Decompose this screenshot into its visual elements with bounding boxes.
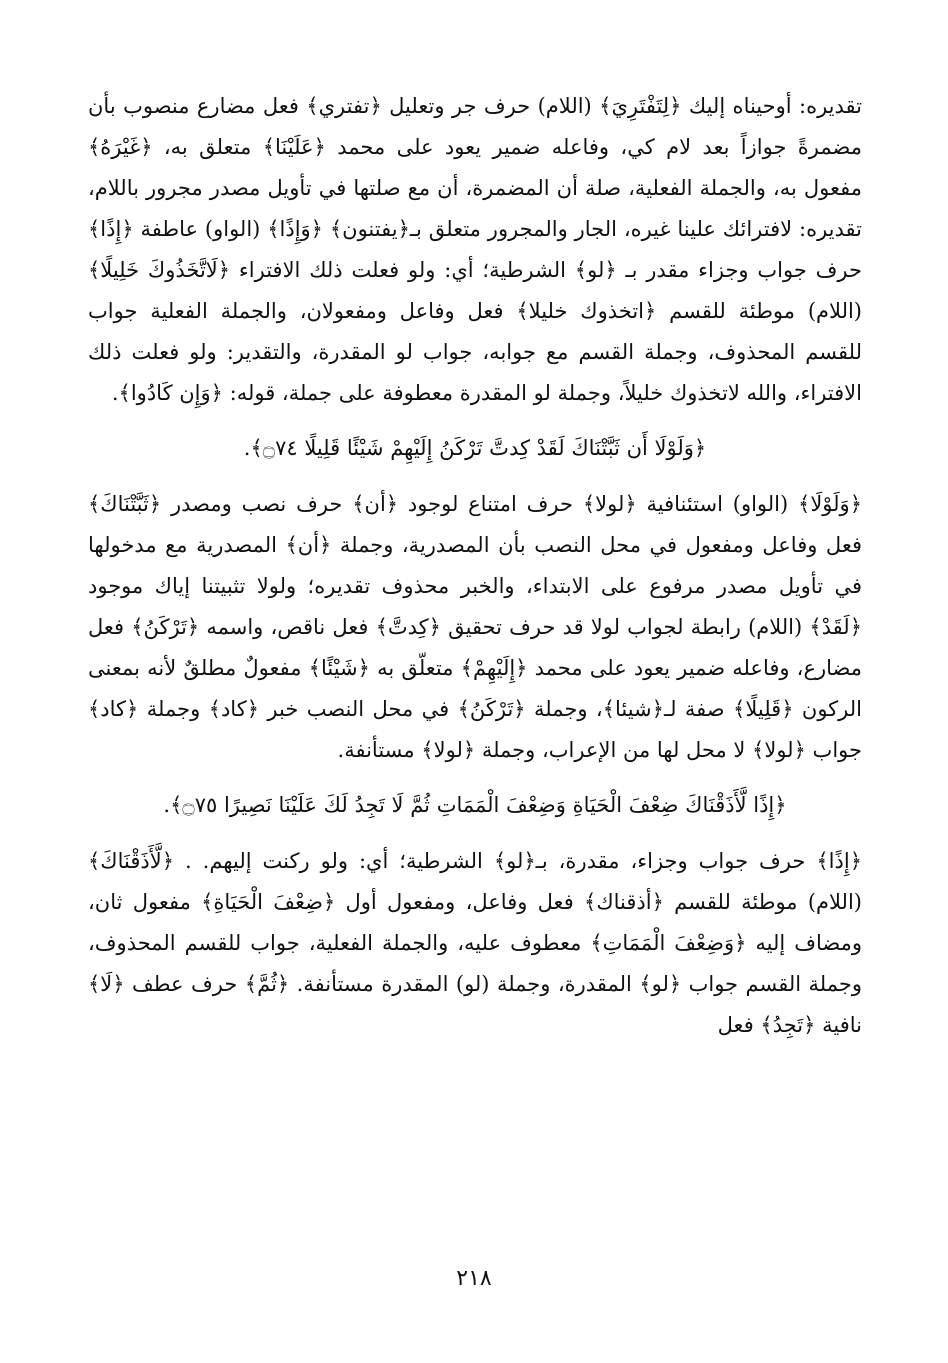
paragraph-grammar-1: تقديره: أوحيناه إليك ﴿لِتَفْتَرِيَ﴾ (اللام) حرف جر وتعليل ﴿تفتري﴾ فعل مضارع منصوب بأن مضمرةً جوازاً بعد لام كي، وفاعله ضمير يعود على محمد ﴿عَلَيْنَا﴾ متعلق به، ﴿غَيْرَهُ﴾ مفعول به، والجملة الفعلية، صلة أن المضمرة، أن مع صلتها في تأويل مصدر مجرور باللام، تقديره: لافترائك علينا غيره، الجار والمجرور متعلق بـ﴿يفتنون﴾ ﴿وَإِذًا﴾ (الواو) عاطفة ﴿إِذًا﴾ حرف جواب وجزاء مقدر بـ ﴿لو﴾ الشرطية؛ أي: ولو فعلت ذلك الافتراء ﴿لَاتَّخَذُوكَ خَلِيلًا﴾ (اللام) موطئة للقسم ﴿اتخذوك خليلا﴾ فعل وفاعل ومفعولان، والجملة الفعلية جواب للقسم المحذوف، وجملة القسم مع جوابه، جواب لو المقدرة، والتقدير: ولو فعلت ذلك الافتراء، والله لاتخذوك خليلاً، وجملة لو المقدرة معطوفة على جملة، قوله: ﴿وَإِن كَادُوا﴾. (88, 94, 862, 405)
paragraph-grammar-3: ﴿إِذًا﴾ حرف جواب وجزاء، مقدرة، بـ﴿لو﴾ الشرطية؛ أي: ولو ركنت إليهم. . ﴿لَّأَذَقْنَاكَ﴾ (اللام) موطئة للقسم ﴿أذقناك﴾ فعل وفاعل، ومفعول أول ﴿ضِعْفَ الْحَيَاةِ﴾ مفعول ثان، ومضاف إليه ﴿وَضِعْفَ الْمَمَاتِ﴾ معطوف عليه، والجملة الفعلية، جواب للقسم المحذوف، وجملة القسم جواب ﴿لو﴾ المقدرة، وجملة (لو) المقدرة مستأنفة. ﴿ثُمَّ﴾ حرف عطف ﴿لَا﴾ نافية ﴿تَجِدُ﴾ فعل (88, 849, 862, 1037)
page-number: ٢١٨ (456, 1266, 492, 1291)
paragraph-grammar-2: ﴿وَلَوْلَا﴾ (الواو) استئنافية ﴿لولا﴾ حرف امتناع لوجود ﴿أن﴾ حرف نصب ومصدر ﴿ثَبَّتْنَاكَ﴾ فعل وفاعل ومفعول في محل النصب بأن المصدرية، وجملة ﴿أن﴾ المصدرية مع مدخولها في تأويل مصدر مرفوع على الابتداء، والخبر محذوف تقديره؛ ولولا تثبيتنا إياك موجود ﴿لَقَدْ﴾ (اللام) رابطة لجواب لولا قد حرف تحقيق ﴿كِدتَّ﴾ فعل ناقص، واسمه ﴿تَرْكَنُ﴾ فعل مضارع، وفاعله ضمير يعود على محمد ﴿إِلَيْهِمْ﴾ متعلّق به ﴿شَيْئًا﴾ مفعولٌ مطلقٌ لأنه بمعنى الركون ﴿قَلِيلًا﴾ صفة لـ﴿شيئا﴾، وجملة ﴿تَرْكَنُ﴾ في محل النصب خبر ﴿كاد﴾ وجملة ﴿كاد﴾ جواب ﴿لولا﴾ لا محل لها من الإعراب، وجملة ﴿لولا﴾ مستأنفة. (88, 492, 862, 762)
page-body (88, 86, 862, 1046)
quran-verse-75: ﴿إِذًا لَّأَذَقْنَاكَ ضِعْفَ الْحَيَاةِ وَضِعْفَ الْمَمَاتِ ثُمَّ لَا تَجِدُ لَكَ عَلَيْنَا نَصِيرًا ۝٧٥﴾. (163, 793, 787, 817)
quran-verse-74: ﴿وَلَوْلَا أَن ثَبَّتْنَاكَ لَقَدْ كِدتَّ تَرْكَنُ إِلَيْهِمْ شَيْئًا قَلِيلًا ۝٧٤﴾. (243, 436, 707, 460)
